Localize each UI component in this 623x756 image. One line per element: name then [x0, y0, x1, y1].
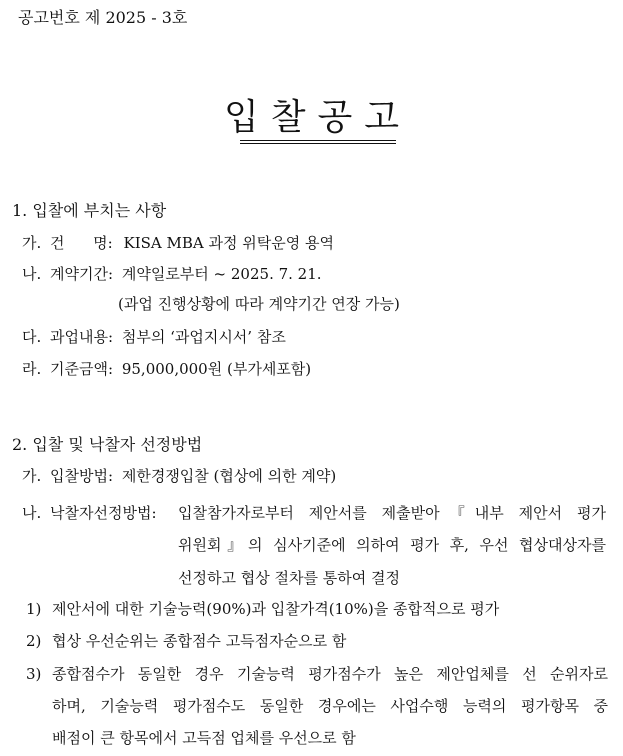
selection-text-line: 입찰참가자로부터 제안서를 제출받아『내부 제안서 평가 [178, 504, 606, 522]
section-1-item-b [22, 267, 322, 282]
numbered-marker-1: 1) [26, 600, 42, 618]
notice-number: 공고번호 제 2025 - 3호 [18, 8, 188, 27]
numbered-item-3-line-3: 배점이 큰 항목에서 고득점 업체를 우선으로 함 [52, 729, 356, 747]
numbered-marker-2: 2) [26, 632, 42, 650]
item-label: 낙찰자선정방법: [50, 504, 157, 522]
section-2-heading: 2. 입찰 및 낙찰자 선정방법 [12, 435, 203, 454]
item-label: 과업내용: [50, 328, 114, 346]
item-label: 계약기간: [50, 265, 114, 283]
numbered-text-line: 종합점수가 동일한 경우 기술능력 평가점수가 높은 제안업체를 선 순위자로 [52, 665, 608, 683]
title-underline-bottom [240, 143, 396, 144]
numbered-text-line: 하며, 기술능력 평가점수도 동일한 경우에는 사업수행 능력의 평가항목 중 [52, 697, 608, 715]
item-marker: 가. [22, 234, 42, 252]
selection-text-line: 위원회』의 심사기준에 의하여 평가 후, 우선 협상대상자를 [178, 536, 606, 554]
item-marker: 나. [22, 504, 42, 522]
item-value: 계약일로부터 ~ 2025. 7. 21. [121, 265, 322, 283]
section-2-selection-line-1 [178, 506, 606, 521]
numbered-item-2-line-1: 협상 우선순위는 종합점수 고득점자순으로 함 [52, 632, 347, 650]
section-1-heading: 1. 입찰에 부치는 사항 [12, 201, 167, 220]
numbered-item-3-line-1 [52, 667, 608, 682]
section-2-method [22, 469, 336, 484]
item-value: 95,000,000원 (부가세포함) [121, 360, 312, 378]
item-value: 첨부의 ‘과업지시서’ 참조 [121, 328, 286, 346]
title-underline-top [240, 140, 396, 141]
page-title: 입찰공고 [223, 97, 412, 138]
numbered-item-1-line-1: 제안서에 대한 기술능력(90%)과 입찰가격(10%)을 종합적으로 평가 [52, 600, 500, 618]
item-marker: 라. [22, 360, 42, 378]
numbered-marker-3: 3) [26, 665, 42, 683]
section-2-selection-label-row [22, 506, 157, 521]
section-2-selection-line-2 [178, 538, 606, 553]
item-label: 입찰방법: [50, 467, 114, 485]
section-2-selection-line-3: 선정하고 협상 절차를 통하여 결정 [178, 569, 400, 587]
section-1-item-b-note: (과업 진행상황에 따라 계약기간 연장 가능) [118, 295, 400, 313]
item-marker: 다. [22, 328, 42, 346]
item-value: 제한경쟁입찰 (협상에 의한 계약) [121, 467, 337, 485]
section-1-item-d [22, 362, 311, 377]
item-marker: 가. [22, 467, 42, 485]
section-1-item-c [22, 330, 286, 345]
item-marker: 나. [22, 265, 42, 283]
section-1-item-a [22, 236, 334, 251]
item-label: 건 명: [50, 234, 113, 252]
numbered-item-3-line-2 [52, 699, 608, 714]
item-label: 기준금액: [50, 360, 114, 378]
item-value: KISA MBA 과정 위탁운영 용역 [123, 234, 334, 252]
